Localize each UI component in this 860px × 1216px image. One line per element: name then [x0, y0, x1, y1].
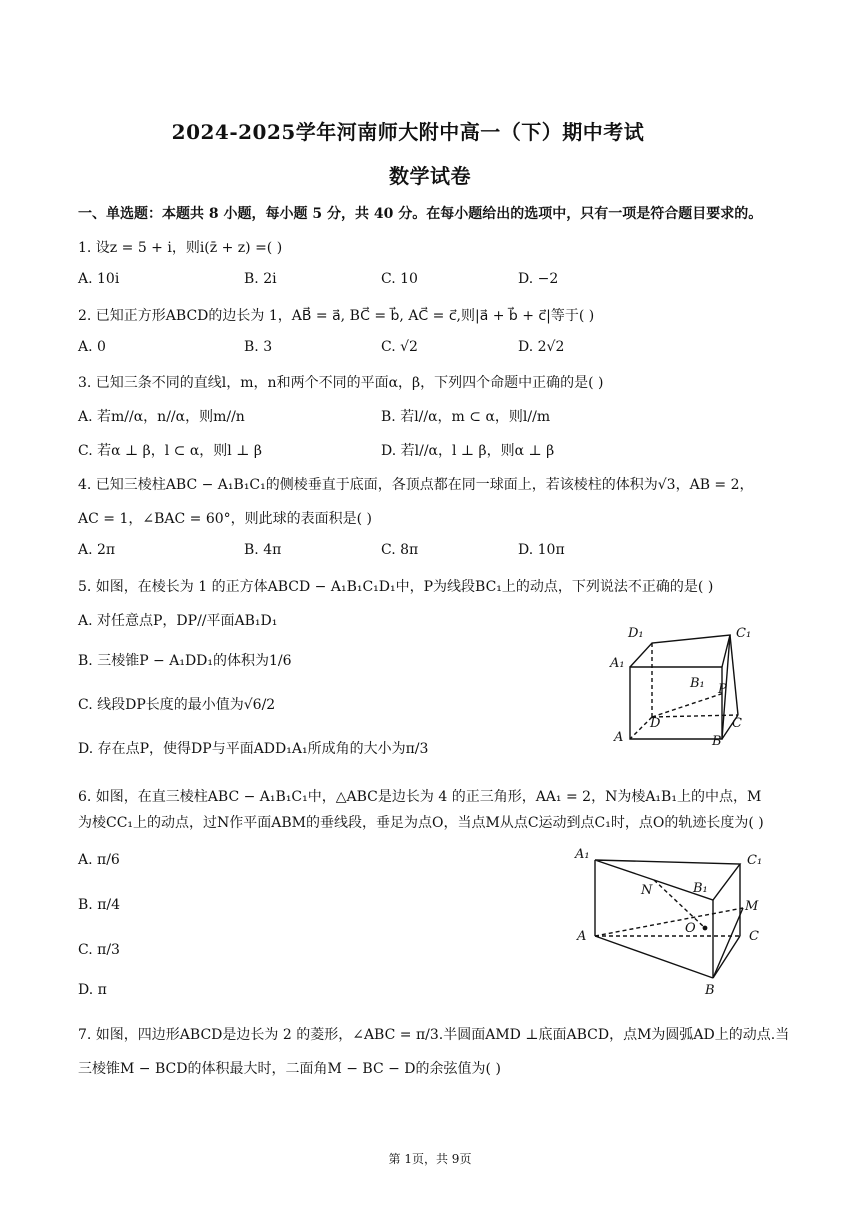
- prism-label-M: M: [745, 899, 759, 914]
- q6-stem-line2: 为棱CC₁上的动点，过N作平面ABM的垂线段，垂足为点O，当点M从点C运动到点C₁时，点O的轨迹长度为( ): [78, 815, 764, 831]
- q1-stem: 1. 设z = 5 + i，则i(z̄ + z) =( ): [78, 240, 283, 256]
- q7-stem-line2: 三棱锥M − BCD的体积最大时，二面角M − BC − D的余弦值为( ): [78, 1061, 501, 1077]
- cube-label-C: C: [732, 716, 742, 731]
- prism-label-N: N: [641, 883, 653, 898]
- cube-label-C1: C₁: [736, 626, 752, 641]
- q2-option-c: C. √2: [381, 339, 418, 355]
- cube-label-B1: B₁: [690, 676, 705, 691]
- q3-stem: 3. 已知三条不同的直线l，m，n和两个不同的平面α，β，下列四个命题中正确的是( ): [78, 375, 604, 391]
- prism-label-C: C: [749, 929, 759, 944]
- q1-option-a: A. 10i: [78, 271, 120, 287]
- q7-stem-line1: 7. 如图，四边形ABCD是边长为 2 的菱形，∠ABC = π/3.半圆面AMD ⊥底面ABCD，点M为圆弧AD上的动点.当: [78, 1027, 790, 1043]
- prism-label-C1: C₁: [747, 853, 763, 868]
- prism-label-B: B: [705, 983, 715, 998]
- q2-option-a: A. 0: [78, 339, 106, 355]
- q5-option-d: D. 存在点P，使得DP与平面ADD₁A₁所成角的大小为π/3: [78, 741, 429, 757]
- exam-title: 2024-2025学年河南师大附中高一（下）期中考试: [171, 120, 645, 144]
- q5-cube-figure: [600, 615, 765, 750]
- q2-stem: 2. 已知正方形ABCD的边长为 1，AB⃗ = a⃗, BC⃗ = b⃗, AC⃗ = c⃗,则|a⃗ + b⃗ + c⃗|等于( ): [78, 308, 595, 324]
- cube-label-A1: A₁: [610, 656, 625, 671]
- prism-label-O: O: [685, 921, 696, 936]
- cube-label-B: B: [712, 734, 722, 749]
- cube-label-D1: D₁: [628, 626, 644, 641]
- q4-stem-line2: AC = 1，∠BAC = 60°，则此球的表面积是( ): [78, 511, 373, 527]
- q4-option-c: C. 8π: [381, 542, 419, 558]
- q1-option-d: D. −2: [518, 271, 559, 287]
- q3-option-b: B. 若l//α，m ⊂ α，则l//m: [381, 409, 551, 425]
- q6-option-c: C. π/3: [78, 942, 120, 958]
- q6-stem-line1: 6. 如图，在直三棱柱ABC − A₁B₁C₁中，△ABC是边长为 4 的正三角形，AA₁ = 2，N为棱A₁B₁上的中点，M: [78, 789, 762, 805]
- q4-stem-line1: 4. 已知三棱柱ABC − A₁B₁C₁的侧棱垂直于底面，各顶点都在同一球面上，若该棱柱的体积为√3，AB = 2，: [78, 477, 754, 493]
- q2-option-d: D. 2√2: [518, 339, 565, 355]
- q6-option-a: A. π/6: [78, 852, 120, 868]
- q4-option-d: D. 10π: [518, 542, 565, 558]
- q6-option-d: D. π: [78, 982, 107, 998]
- cube-label-A: A: [614, 730, 624, 745]
- q5-option-a: A. 对任意点P，DP//平面AB₁D₁: [78, 613, 278, 629]
- q3-option-c: C. 若α ⊥ β，l ⊂ α，则l ⊥ β: [78, 443, 262, 459]
- prism-label-A: A: [577, 929, 587, 944]
- cube-label-D: D: [650, 716, 661, 731]
- prism-label-A1: A₁: [575, 847, 590, 862]
- q6-prism-figure: [565, 840, 775, 1000]
- q5-option-b: B. 三棱锥P − A₁DD₁的体积为1/6: [78, 653, 292, 669]
- q2-option-b: B. 3: [244, 339, 273, 355]
- q5-option-c: C. 线段DP长度的最小值为√6/2: [78, 697, 276, 713]
- q4-option-a: A. 2π: [78, 542, 116, 558]
- q3-option-a: A. 若m//α，n//α，则m//n: [78, 409, 245, 425]
- q1-option-c: C. 10: [381, 271, 418, 287]
- exam-subtitle: 数学试卷: [389, 164, 471, 188]
- prism-label-B1: B₁: [693, 881, 708, 896]
- q4-option-b: B. 4π: [244, 542, 282, 558]
- page-footer: 第 1页，共 9页: [388, 1152, 472, 1166]
- point-O-dot: [703, 926, 708, 931]
- q6-option-b: B. π/4: [78, 897, 121, 913]
- q5-stem: 5. 如图，在棱长为 1 的正方体ABCD − A₁B₁C₁D₁中，P为线段BC₁上的动点，下列说法不正确的是( ): [78, 579, 714, 595]
- section-heading: 一、单选题：本题共 8 小题，每小题 5 分，共 40 分。在每小题给出的选项中，只有一项是符合题目要求的。: [78, 206, 763, 222]
- q1-option-b: B. 2i: [244, 271, 277, 287]
- q3-option-d: D. 若l//α，l ⊥ β，则α ⊥ β: [381, 443, 555, 459]
- cube-label-P: P: [718, 682, 727, 697]
